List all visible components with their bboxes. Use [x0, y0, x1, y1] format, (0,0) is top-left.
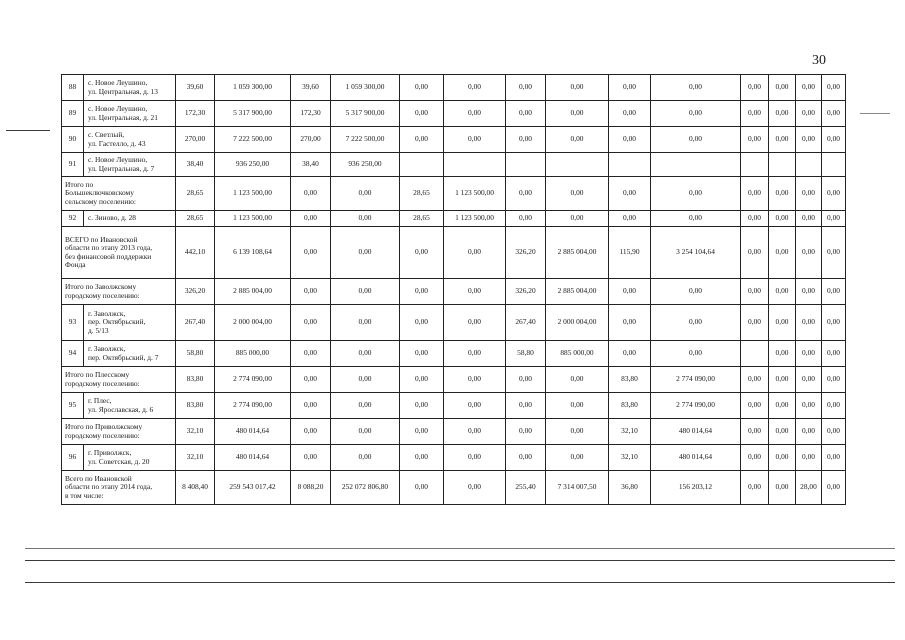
value-cell: 7 222 500,00: [331, 127, 400, 153]
value-cell: 115,90: [609, 227, 651, 279]
value-cell: 0,00: [651, 279, 741, 305]
address-cell: с. Новое Леушино, ул. Центральная, д. 7: [84, 153, 176, 177]
value-cell: 0,00: [796, 127, 822, 153]
value-cell: 0,00: [609, 101, 651, 127]
value-cell: 0,00: [822, 211, 846, 227]
page-number: 30: [812, 53, 826, 68]
value-cell: 0,00: [769, 367, 796, 393]
value-cell: 0,00: [609, 75, 651, 101]
value-cell: 0,00: [822, 471, 846, 505]
value-cell: 0,00: [796, 75, 822, 101]
value-cell: 156 203,12: [651, 471, 741, 505]
value-cell: 0,00: [444, 419, 506, 445]
value-cell: 0,00: [741, 127, 769, 153]
value-cell: 58,80: [506, 341, 546, 367]
value-cell: 0,00: [609, 127, 651, 153]
table-row: [62, 341, 846, 367]
table-total-row: [62, 367, 846, 393]
row-number: 92: [62, 211, 84, 227]
value-cell: 0,00: [331, 177, 400, 211]
value-cell: 0,00: [546, 367, 609, 393]
table-row: [62, 75, 846, 101]
value-cell: 0,00: [546, 177, 609, 211]
table-total-row: [62, 177, 846, 211]
value-cell: 1 123 500,00: [444, 177, 506, 211]
value-cell: 252 072 806,80: [331, 471, 400, 505]
value-cell: 0,00: [769, 393, 796, 419]
value-cell: 0,00: [609, 177, 651, 211]
value-cell: 0,00: [444, 305, 506, 341]
address-cell: г. Приволжск, ул. Советская, д. 20: [84, 445, 176, 471]
value-cell: 270,00: [176, 127, 215, 153]
value-cell: 0,00: [769, 305, 796, 341]
value-cell: 172,30: [176, 101, 215, 127]
value-cell: 0,00: [506, 75, 546, 101]
value-cell: 58,80: [176, 341, 215, 367]
value-cell: 267,40: [506, 305, 546, 341]
value-cell: 1 059 300,00: [331, 75, 400, 101]
value-cell: 0,00: [822, 419, 846, 445]
value-cell: 83,80: [176, 393, 215, 419]
row-number: 90: [62, 127, 84, 153]
value-cell: 0,00: [741, 211, 769, 227]
value-cell: 0,00: [506, 445, 546, 471]
value-cell: [651, 153, 741, 177]
value-cell: 0,00: [331, 393, 400, 419]
value-cell: [769, 153, 796, 177]
value-cell: [444, 153, 506, 177]
address-cell: с. Новое Леушино, ул. Центральная, д. 21: [84, 101, 176, 127]
value-cell: 0,00: [796, 445, 822, 471]
value-cell: 0,00: [822, 75, 846, 101]
row-label: ВСЕГО по Ивановской области по этапу 2013 года, без финансовой поддержки Фонда: [62, 227, 176, 279]
value-cell: 0,00: [331, 227, 400, 279]
value-cell: 326,20: [506, 279, 546, 305]
table-total-row: [62, 419, 846, 445]
value-cell: 0,00: [651, 341, 741, 367]
value-cell: 2 885 004,00: [546, 227, 609, 279]
value-cell: 259 543 017,42: [215, 471, 291, 505]
row-label: Итого по Большеключковскому сельскому поселению:: [62, 177, 176, 211]
value-cell: 7 314 007,50: [546, 471, 609, 505]
value-cell: 1 059 300,00: [215, 75, 291, 101]
value-cell: 83,80: [609, 393, 651, 419]
value-cell: 0,00: [769, 127, 796, 153]
value-cell: 38,40: [291, 153, 331, 177]
value-cell: 0,00: [769, 419, 796, 445]
value-cell: 28,00: [796, 471, 822, 505]
value-cell: 172,30: [291, 101, 331, 127]
row-label: Всего по Ивановской области по этапу 2014 года, в том числе:: [62, 471, 176, 505]
value-cell: [400, 153, 444, 177]
value-cell: 0,00: [291, 279, 331, 305]
table-row: [62, 211, 846, 227]
value-cell: 0,00: [444, 445, 506, 471]
value-cell: 0,00: [291, 393, 331, 419]
value-cell: 0,00: [444, 75, 506, 101]
value-cell: 0,00: [741, 393, 769, 419]
value-cell: 0,00: [400, 445, 444, 471]
value-cell: 0,00: [444, 279, 506, 305]
value-cell: 0,00: [331, 419, 400, 445]
value-cell: 39,60: [176, 75, 215, 101]
value-cell: 0,00: [444, 227, 506, 279]
value-cell: 28,65: [176, 211, 215, 227]
value-cell: 0,00: [651, 211, 741, 227]
address-cell: г. Заволжск, пер. Октябрьский, д. 7: [84, 341, 176, 367]
value-cell: 0,00: [769, 445, 796, 471]
value-cell: 0,00: [546, 75, 609, 101]
value-cell: 442,10: [176, 227, 215, 279]
value-cell: 0,00: [609, 341, 651, 367]
table-row: [62, 153, 846, 177]
value-cell: 480 014,64: [651, 445, 741, 471]
value-cell: 0,00: [400, 127, 444, 153]
value-cell: 0,00: [291, 305, 331, 341]
value-cell: 0,00: [609, 305, 651, 341]
scan-line: [25, 560, 895, 561]
value-cell: 0,00: [741, 419, 769, 445]
row-label: Итого по Заволжскому городскому поселению:: [62, 279, 176, 305]
value-cell: 32,10: [609, 445, 651, 471]
value-cell: 8 408,40: [176, 471, 215, 505]
value-cell: 0,00: [331, 305, 400, 341]
value-cell: 0,00: [769, 471, 796, 505]
row-number: 88: [62, 75, 84, 101]
table-row: [62, 101, 846, 127]
value-cell: 0,00: [822, 393, 846, 419]
value-cell: 0,00: [400, 341, 444, 367]
value-cell: 0,00: [400, 393, 444, 419]
value-cell: 0,00: [546, 211, 609, 227]
value-cell: 2 774 090,00: [215, 393, 291, 419]
value-cell: [609, 153, 651, 177]
value-cell: 28,65: [176, 177, 215, 211]
table-row: [62, 305, 846, 341]
row-number: 93: [62, 305, 84, 341]
value-cell: 0,00: [822, 367, 846, 393]
value-cell: 32,10: [609, 419, 651, 445]
value-cell: [822, 153, 846, 177]
value-cell: 0,00: [546, 101, 609, 127]
value-cell: 2 000 004,00: [215, 305, 291, 341]
value-cell: 480 014,64: [215, 419, 291, 445]
value-cell: 0,00: [796, 101, 822, 127]
value-cell: 0,00: [400, 419, 444, 445]
value-cell: 0,00: [291, 177, 331, 211]
value-cell: 0,00: [291, 445, 331, 471]
value-cell: 0,00: [331, 279, 400, 305]
value-cell: 0,00: [546, 419, 609, 445]
value-cell: 0,00: [400, 227, 444, 279]
value-cell: 0,00: [400, 101, 444, 127]
value-cell: 0,00: [444, 393, 506, 419]
value-cell: 83,80: [176, 367, 215, 393]
value-cell: 0,00: [331, 445, 400, 471]
value-cell: 0,00: [796, 305, 822, 341]
value-cell: 0,00: [796, 227, 822, 279]
value-cell: 28,65: [400, 177, 444, 211]
value-cell: 480 014,64: [215, 445, 291, 471]
value-cell: 2 885 004,00: [215, 279, 291, 305]
value-cell: 0,00: [741, 445, 769, 471]
value-cell: 0,00: [291, 419, 331, 445]
value-cell: 39,60: [291, 75, 331, 101]
row-number: 91: [62, 153, 84, 177]
table-total-row: [62, 227, 846, 279]
value-cell: 0,00: [400, 279, 444, 305]
value-cell: 0,00: [506, 127, 546, 153]
value-cell: 0,00: [769, 279, 796, 305]
value-cell: 2 774 090,00: [215, 367, 291, 393]
table-total-row: [62, 471, 846, 505]
value-cell: 2 885 004,00: [546, 279, 609, 305]
value-cell: 0,00: [741, 177, 769, 211]
value-cell: 885 000,00: [215, 341, 291, 367]
value-cell: 0,00: [331, 211, 400, 227]
row-label: Итого по Приволжскому городскому поселению:: [62, 419, 176, 445]
value-cell: 83,80: [609, 367, 651, 393]
value-cell: 0,00: [444, 101, 506, 127]
value-cell: 0,00: [291, 227, 331, 279]
value-cell: 0,00: [769, 227, 796, 279]
value-cell: [741, 153, 769, 177]
value-cell: 5 317 900,00: [215, 101, 291, 127]
value-cell: 0,00: [741, 101, 769, 127]
value-cell: 0,00: [506, 367, 546, 393]
value-cell: 480 014,64: [651, 419, 741, 445]
value-cell: 936 250,00: [215, 153, 291, 177]
value-cell: 3 254 104,64: [651, 227, 741, 279]
value-cell: 0,00: [741, 367, 769, 393]
value-cell: 0,00: [796, 279, 822, 305]
scan-line: [6, 130, 50, 131]
value-cell: 0,00: [822, 305, 846, 341]
value-cell: 0,00: [291, 341, 331, 367]
value-cell: 0,00: [444, 471, 506, 505]
data-table: [61, 74, 846, 505]
value-cell: 6 139 108,64: [215, 227, 291, 279]
value-cell: 936 250,00: [331, 153, 400, 177]
value-cell: 0,00: [769, 75, 796, 101]
value-cell: 0,00: [400, 75, 444, 101]
value-cell: 0,00: [796, 419, 822, 445]
value-cell: 0,00: [822, 227, 846, 279]
value-cell: [546, 153, 609, 177]
value-cell: 0,00: [822, 177, 846, 211]
value-cell: 5 317 900,00: [331, 101, 400, 127]
value-cell: 0,00: [331, 367, 400, 393]
value-cell: 0,00: [741, 471, 769, 505]
value-cell: 36,80: [609, 471, 651, 505]
value-cell: 0,00: [822, 445, 846, 471]
value-cell: 0,00: [741, 75, 769, 101]
value-cell: 0,00: [741, 279, 769, 305]
value-cell: 0,00: [741, 227, 769, 279]
value-cell: 28,65: [400, 211, 444, 227]
address-cell: с. Новое Леушино, ул. Центральная, д. 13: [84, 75, 176, 101]
value-cell: 0,00: [546, 445, 609, 471]
value-cell: 0,00: [796, 211, 822, 227]
value-cell: 1 123 500,00: [444, 211, 506, 227]
scan-line: [860, 113, 890, 114]
address-cell: с. Зиново, д. 28: [84, 211, 176, 227]
value-cell: 1 123 500,00: [215, 177, 291, 211]
value-cell: 0,00: [796, 393, 822, 419]
value-cell: [506, 153, 546, 177]
address-cell: г. Плес, ул. Ярославская, д. 6: [84, 393, 176, 419]
value-cell: 0,00: [796, 177, 822, 211]
value-cell: 0,00: [822, 341, 846, 367]
value-cell: 0,00: [506, 393, 546, 419]
value-cell: 0,00: [506, 177, 546, 211]
value-cell: 0,00: [400, 305, 444, 341]
scan-line: [25, 582, 895, 583]
row-number: 96: [62, 445, 84, 471]
scan-line: [25, 548, 895, 549]
value-cell: 32,10: [176, 445, 215, 471]
table-total-row: [62, 279, 846, 305]
value-cell: [741, 341, 769, 367]
value-cell: 326,20: [506, 227, 546, 279]
value-cell: 0,00: [506, 419, 546, 445]
address-cell: г. Заволжск, пер. Октябрьский, д. 5/13: [84, 305, 176, 341]
value-cell: 8 088,20: [291, 471, 331, 505]
row-number: 95: [62, 393, 84, 419]
value-cell: 0,00: [796, 341, 822, 367]
value-cell: 0,00: [506, 101, 546, 127]
value-cell: 0,00: [444, 341, 506, 367]
value-cell: 0,00: [741, 305, 769, 341]
value-cell: 267,40: [176, 305, 215, 341]
table-row: [62, 393, 846, 419]
table-row: [62, 127, 846, 153]
value-cell: 0,00: [822, 279, 846, 305]
value-cell: 7 222 500,00: [215, 127, 291, 153]
value-cell: 0,00: [651, 305, 741, 341]
value-cell: 326,20: [176, 279, 215, 305]
table-row: [62, 445, 846, 471]
address-cell: с. Светлый, ул. Гастелло, д. 43: [84, 127, 176, 153]
value-cell: 0,00: [769, 101, 796, 127]
value-cell: 2 000 004,00: [546, 305, 609, 341]
value-cell: 0,00: [506, 211, 546, 227]
value-cell: 0,00: [651, 177, 741, 211]
value-cell: 32,10: [176, 419, 215, 445]
value-cell: 0,00: [609, 279, 651, 305]
value-cell: 0,00: [769, 211, 796, 227]
value-cell: 0,00: [651, 127, 741, 153]
value-cell: 1 123 500,00: [215, 211, 291, 227]
value-cell: 0,00: [400, 367, 444, 393]
value-cell: 0,00: [444, 367, 506, 393]
value-cell: 885 000,00: [546, 341, 609, 367]
row-label: Итого по Плесскому городскому поселению:: [62, 367, 176, 393]
value-cell: 270,00: [291, 127, 331, 153]
value-cell: 0,00: [331, 341, 400, 367]
value-cell: [796, 153, 822, 177]
value-cell: 0,00: [291, 367, 331, 393]
value-cell: 0,00: [609, 211, 651, 227]
value-cell: 0,00: [400, 471, 444, 505]
row-number: 89: [62, 101, 84, 127]
value-cell: 255,40: [506, 471, 546, 505]
value-cell: 2 774 090,00: [651, 393, 741, 419]
value-cell: 0,00: [822, 101, 846, 127]
value-cell: 0,00: [769, 341, 796, 367]
value-cell: 2 774 090,00: [651, 367, 741, 393]
value-cell: 0,00: [769, 177, 796, 211]
value-cell: 0,00: [796, 367, 822, 393]
value-cell: 0,00: [546, 127, 609, 153]
value-cell: 0,00: [651, 101, 741, 127]
value-cell: 0,00: [291, 211, 331, 227]
row-number: 94: [62, 341, 84, 367]
value-cell: 38,40: [176, 153, 215, 177]
value-cell: 0,00: [651, 75, 741, 101]
value-cell: 0,00: [444, 127, 506, 153]
value-cell: 0,00: [546, 393, 609, 419]
value-cell: 0,00: [822, 127, 846, 153]
